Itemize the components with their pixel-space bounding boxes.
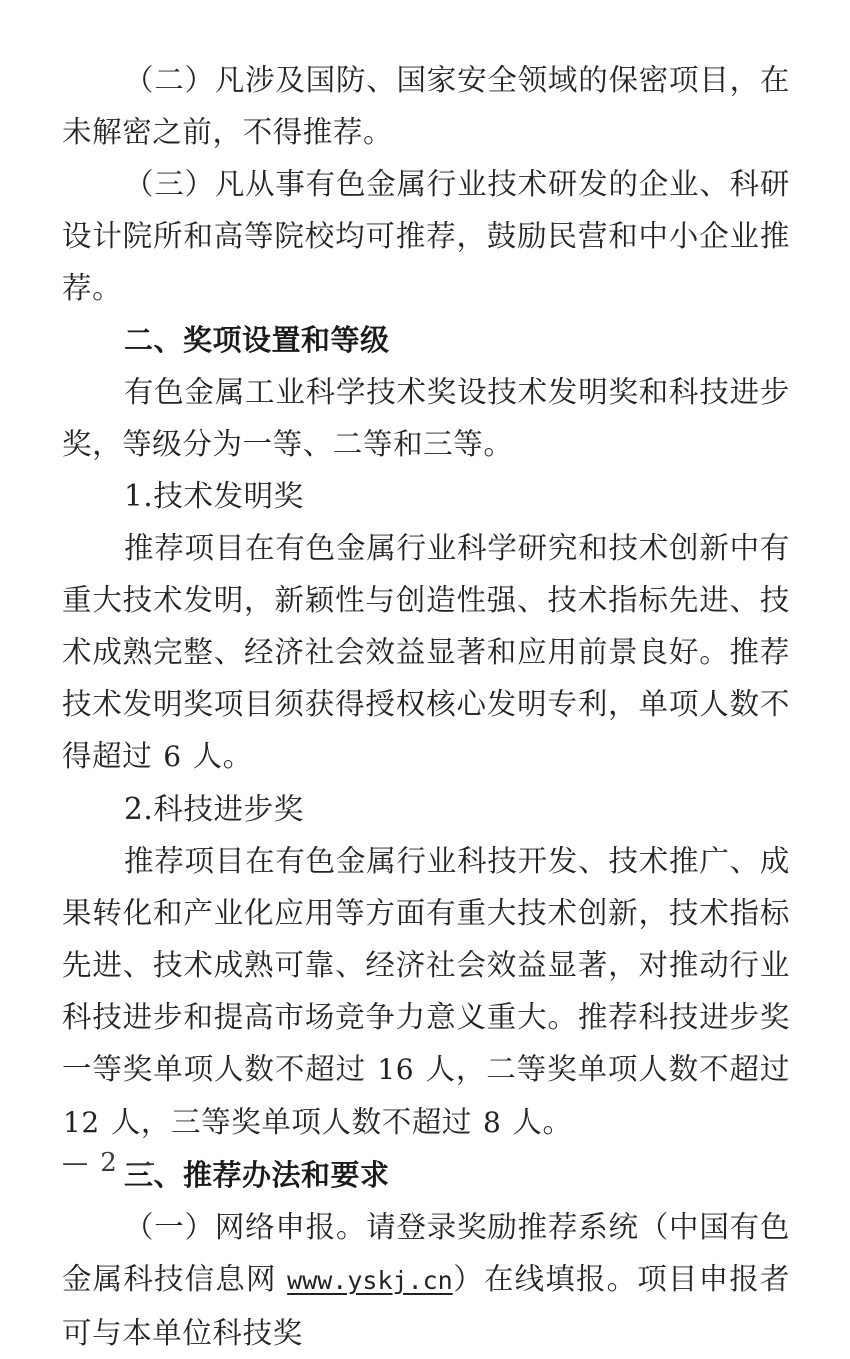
section-heading-two: 二、奖项设置和等级 (124, 323, 390, 357)
progress-first-class-max-people-number: 16 (377, 1053, 415, 1086)
progress-body-text-part-3: 人，三等奖单项人数不超过 (100, 1105, 482, 1139)
progress-body-text-part-2: 人，二等奖单项人数不超过 (415, 1052, 790, 1086)
invention-body-text-after: 人。 (182, 739, 253, 773)
paragraph-clause-2: （二）凡涉及国防、国家安全领域的保密项目，在未解密之前，不得推荐。 (62, 63, 790, 149)
progress-body-text-part-4: 人。 (502, 1105, 573, 1139)
progress-third-class-max-people-number: 8 (483, 1106, 502, 1139)
paragraph-technical-invention-award-body (62, 522, 790, 783)
progress-second-class-max-people-number: 12 (63, 1106, 100, 1139)
subitem-label-science-progress-award: 2.科技进步奖 (124, 792, 304, 826)
subitem-label-technical-invention-award: 1.技术发明奖 (124, 479, 304, 513)
declaration-system-url[interactable]: www.yskj.cn (287, 1266, 453, 1295)
invention-body-text-before: 推荐项目在有色金属行业科学研究和技术创新中有重大技术发明，新颖性与创造性强、技术指标先进、技术成熟完整、经济社会效益显著和应用前景良好。推荐技术发明奖项目须获得授权核心发明专利，单项人数不得超过 (62, 531, 790, 773)
clause-1-text-before-url: （一）网络申报。请登录奖励推荐系统（中国有色金属科技信息网 (62, 1210, 790, 1296)
paragraph-science-progress-award-body (62, 835, 790, 1149)
page-number-footer: — 2 — (62, 1148, 158, 1178)
clause-1-text-after-url: ）在线填报。项目申报者可与本单位科技奖 (62, 1262, 790, 1350)
invention-max-people-number: 6 (163, 740, 182, 773)
paragraph-section-2-intro: 有色金属工业科学技术奖设技术发明奖和科技进步奖，等级分为一等、二等和三等。 (62, 375, 790, 461)
paragraph-section-3-clause-1 (62, 1201, 790, 1359)
progress-body-text-part-1: 推荐项目在有色金属行业科技开发、技术推广、成果转化和产业化应用等方面有重大技术创新，技术指标先进、技术成熟可靠、经济社会效益显著，对推动行业科技进步和提高市场竞争力意义重大。推荐科技进步奖一等奖单项人数不超过 (62, 844, 790, 1086)
paragraph-clause-3: （三）凡从事有色金属行业技术研发的企业、科研设计院所和高等院校均可推荐，鼓励民营和中小企业推荐。 (62, 167, 790, 305)
section-heading-three: 三、推荐办法和要求 (124, 1158, 390, 1192)
